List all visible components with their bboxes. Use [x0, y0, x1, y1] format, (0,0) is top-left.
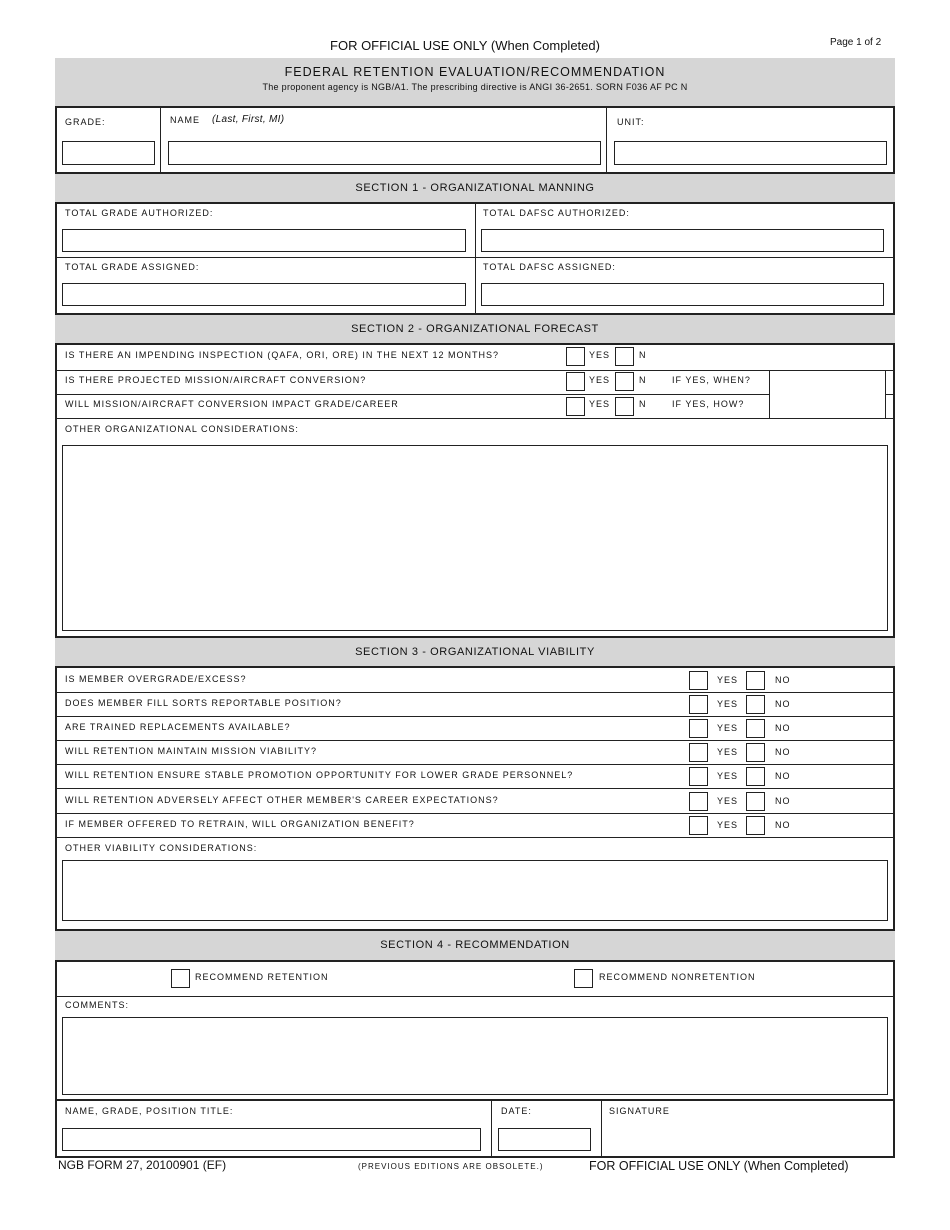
viability-yes-checkbox[interactable] [689, 816, 708, 835]
other-organizational-textarea[interactable] [62, 445, 888, 631]
if-yes-how-label: IF YES, HOW? [672, 399, 745, 409]
viability-question: ARE TRAINED REPLACEMENTS AVAILABLE? [65, 722, 291, 732]
inspection-yes-checkbox[interactable] [566, 347, 585, 366]
no-label: N [639, 375, 647, 385]
no-label: N [639, 399, 647, 409]
section-2-header: SECTION 2 - ORGANIZATIONAL FORECAST [55, 313, 895, 345]
form-number: NGB FORM 27, 20100901 (EF) [58, 1158, 227, 1172]
yes-label: YES [717, 675, 739, 685]
question-inspection: IS THERE AN IMPENDING INSPECTION (QAFA, ORI, ORE) IN THE NEXT 12 MONTHS? [65, 350, 500, 360]
viability-question: DOES MEMBER FILL SORTS REPORTABLE POSITION? [65, 698, 342, 708]
viability-no-checkbox[interactable] [746, 816, 765, 835]
question-conversion-impact: WILL MISSION/AIRCRAFT CONVERSION IMPACT GRADE/CAREER [65, 399, 399, 409]
no-label: NO [775, 820, 791, 830]
viability-no-checkbox[interactable] [746, 671, 765, 690]
no-label: NO [775, 699, 791, 709]
name-input[interactable] [168, 141, 601, 165]
total-dafsc-authorized-label: TOTAL DAFSC AUTHORIZED: [483, 208, 630, 218]
name-label: NAME [170, 115, 201, 125]
total-grade-assigned-label: TOTAL GRADE ASSIGNED: [65, 262, 200, 272]
viability-yes-checkbox[interactable] [689, 695, 708, 714]
yes-label: YES [589, 350, 611, 360]
page-number: Page 1 of 2 [830, 37, 882, 48]
grade-input[interactable] [62, 141, 155, 165]
viability-yes-checkbox[interactable] [689, 792, 708, 811]
form-subtitle: The proponent agency is NGB/A1. The prescribing directive is ANGI 36-2651. SORN F036 AF PC N [262, 82, 688, 92]
other-viability-label: OTHER VIABILITY CONSIDERATIONS: [65, 843, 258, 853]
no-label: NO [775, 747, 791, 757]
section-4-header: SECTION 4 - RECOMMENDATION [55, 929, 895, 962]
other-viability-textarea[interactable] [62, 860, 888, 921]
inspection-no-checkbox[interactable] [615, 347, 634, 366]
no-label: NO [775, 723, 791, 733]
viability-question: WILL RETENTION ADVERSELY AFFECT OTHER MEMBER'S CAREER EXPECTATIONS? [65, 795, 499, 805]
yes-label: YES [717, 796, 739, 806]
name-hint: (Last, First, MI) [212, 114, 285, 125]
recommend-retention-label: RECOMMEND RETENTION [195, 972, 329, 982]
yes-label: YES [589, 375, 611, 385]
date-input[interactable] [498, 1128, 591, 1151]
recommend-nonretention-label: RECOMMEND NONRETENTION [599, 972, 756, 982]
viability-no-checkbox[interactable] [746, 719, 765, 738]
conversion-yes-checkbox[interactable] [566, 372, 585, 391]
viability-no-checkbox[interactable] [746, 792, 765, 811]
viability-no-checkbox[interactable] [746, 695, 765, 714]
viability-question: WILL RETENTION MAINTAIN MISSION VIABILITY? [65, 746, 318, 756]
viability-question: IF MEMBER OFFERED TO RETRAIN, WILL ORGANIZATION BENEFIT? [65, 819, 415, 829]
viability-question: WILL RETENTION ENSURE STABLE PROMOTION OPPORTUNITY FOR LOWER GRADE PERSONNEL? [65, 770, 574, 780]
question-conversion: IS THERE PROJECTED MISSION/AIRCRAFT CONVERSION? [65, 375, 367, 385]
total-grade-authorized-label: TOTAL GRADE AUTHORIZED: [65, 208, 214, 218]
total-grade-assigned-input[interactable] [62, 283, 466, 306]
unit-label: UNIT: [617, 117, 645, 127]
impact-no-checkbox[interactable] [615, 397, 634, 416]
viability-yes-checkbox[interactable] [689, 743, 708, 762]
signature-field[interactable] [603, 1120, 893, 1156]
grade-label: GRADE: [65, 117, 106, 127]
if-yes-when-label: IF YES, WHEN? [672, 375, 751, 385]
comments-label: COMMENTS: [65, 1000, 129, 1010]
date-label: DATE: [501, 1106, 532, 1116]
viability-yes-checkbox[interactable] [689, 767, 708, 786]
yes-label: YES [717, 771, 739, 781]
official-use-footer: FOR OFFICIAL USE ONLY (When Completed) [589, 1159, 849, 1173]
no-label: NO [775, 796, 791, 806]
recommend-nonretention-checkbox[interactable] [574, 969, 593, 988]
section-1-header: SECTION 1 - ORGANIZATIONAL MANNING [55, 172, 895, 204]
total-dafsc-assigned-input[interactable] [481, 283, 884, 306]
no-label: NO [775, 675, 791, 685]
viability-yes-checkbox[interactable] [689, 719, 708, 738]
total-dafsc-authorized-input[interactable] [481, 229, 884, 252]
total-dafsc-assigned-label: TOTAL DAFSC ASSIGNED: [483, 262, 616, 272]
other-organizational-label: OTHER ORGANIZATIONAL CONSIDERATIONS: [65, 424, 299, 434]
viability-question: IS MEMBER OVERGRADE/EXCESS? [65, 674, 247, 684]
recommend-retention-checkbox[interactable] [171, 969, 190, 988]
conversion-when-input[interactable] [769, 371, 886, 418]
unit-input[interactable] [614, 141, 887, 165]
section-3-header: SECTION 3 - ORGANIZATIONAL VIABILITY [55, 636, 895, 668]
signature-label: SIGNATURE [609, 1106, 670, 1116]
no-label: N [639, 350, 647, 360]
viability-yes-checkbox[interactable] [689, 671, 708, 690]
yes-label: YES [717, 747, 739, 757]
yes-label: YES [717, 723, 739, 733]
no-label: NO [775, 771, 791, 781]
form-title: FEDERAL RETENTION EVALUATION/RECOMMENDATION [284, 65, 666, 79]
viability-no-checkbox[interactable] [746, 743, 765, 762]
total-grade-authorized-input[interactable] [62, 229, 466, 252]
name-grade-position-input[interactable] [62, 1128, 481, 1151]
yes-label: YES [717, 699, 739, 709]
yes-label: YES [589, 399, 611, 409]
form-title-band [55, 58, 895, 108]
viability-no-checkbox[interactable] [746, 767, 765, 786]
conversion-no-checkbox[interactable] [615, 372, 634, 391]
official-use-header: FOR OFFICIAL USE ONLY (When Completed) [330, 38, 600, 53]
name-grade-position-label: NAME, GRADE, POSITION TITLE: [65, 1106, 234, 1116]
comments-textarea[interactable] [62, 1017, 888, 1095]
impact-yes-checkbox[interactable] [566, 397, 585, 416]
previous-editions-note: (PREVIOUS EDITIONS ARE OBSOLETE.) [358, 1162, 544, 1171]
yes-label: YES [717, 820, 739, 830]
